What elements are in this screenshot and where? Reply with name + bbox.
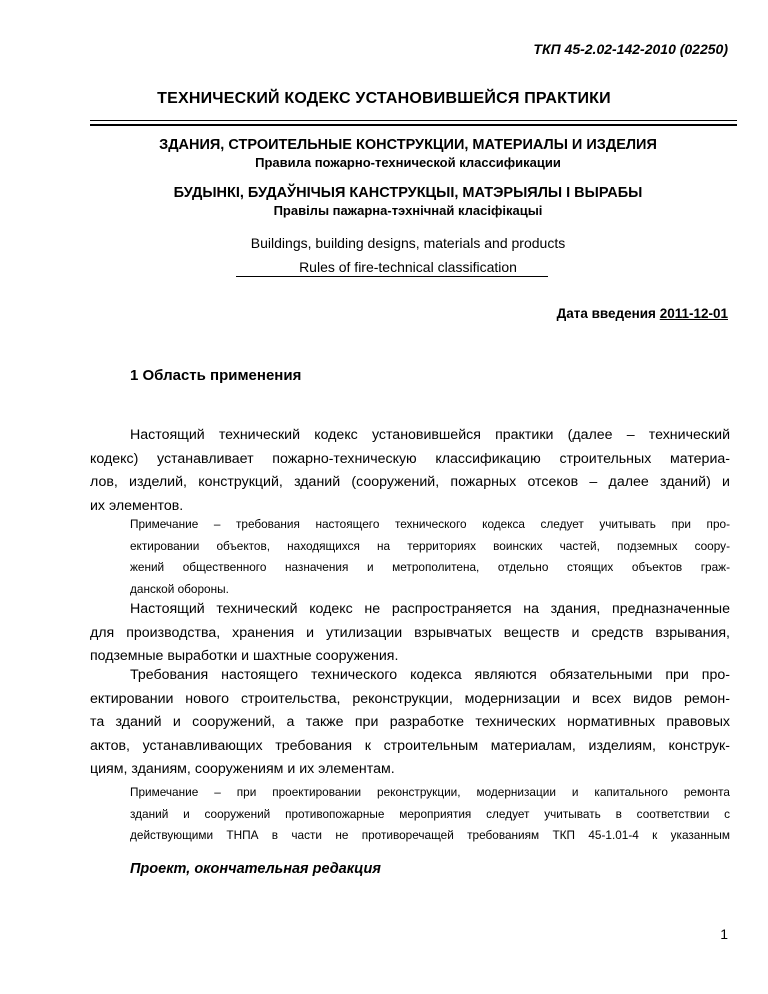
russian-subtitle: Правила пожарно-технической классификации	[255, 155, 561, 170]
paragraph-line: их элементов.	[90, 497, 184, 514]
paragraph-line: актов, устанавливающих требования к строительным материалам, изделиям, конструк-	[90, 737, 730, 754]
note-line: зданий и сооружений противопожарные мероприятия следует учитывать в соответствии с	[130, 806, 730, 821]
paragraph-line: Настоящий технический кодекс не распространяется на здания, предназначенные	[130, 601, 730, 617]
paragraph-line: циям, зданиям, сооружениям и их элементам.	[90, 761, 395, 777]
document-title: ТЕХНИЧЕСКИЙ КОДЕКС УСТАНОВИВШЕЙСЯ ПРАКТИКИ	[157, 90, 611, 107]
document-code: ТКП 45-2.02-142-2010 (02250)	[533, 41, 728, 57]
note-line: ектировании объектов, находящихся на территориях воинских частей, подземных соору-	[130, 538, 730, 553]
paragraph-exclusions	[90, 598, 730, 669]
note-scope	[130, 514, 730, 600]
title-divider-thick	[90, 124, 737, 126]
note-line: Примечание – при проектировании реконструкции, модернизации и капитального ремонта	[130, 785, 730, 799]
belarusian-title: БУДЫНКІ, БУДАЎНІЧЫЯ КАНСТРУКЦЫІ, МАТЭРЫЯЛЫ І ВЫРАБЫ	[173, 185, 643, 201]
note-line: данской обороны.	[130, 581, 229, 596]
effective-date	[557, 306, 728, 321]
belarusian-subtitle: Правілы пажарна-тэхнічнай класіфікацыі	[273, 203, 543, 218]
note-line: жений общественного назначения и метрополитена, отдельно стоящих объектов граж-	[130, 560, 730, 574]
paragraph-line: кодекс) устанавливает пожарно-техническую классификацию строительных материа-	[90, 450, 730, 467]
page-number: 1	[720, 926, 728, 942]
paragraph-scope	[90, 424, 730, 518]
note-reconstruction	[130, 782, 730, 847]
paragraph-requirements	[90, 664, 730, 782]
english-subtitle: Rules of fire-technical classification	[299, 259, 517, 275]
section-heading: 1 Область применения	[130, 367, 302, 384]
paragraph-line: подземные выработки и шахтные сооружения.	[90, 648, 399, 664]
paragraph-line: та зданий и сооружений, а также при разработке технических нормативных правовых	[90, 714, 730, 730]
paragraph-line: Требования настоящего технического кодекса являются обязательными при про-	[130, 667, 730, 683]
paragraph-line: для производства, хранения и утилизации взрывчатых веществ и средств взрывания,	[90, 624, 730, 641]
paragraph-line: лов, изделий, конструкций, зданий (сооружений, пожарных отсеков – далее зданий) и	[90, 474, 730, 490]
note-line: действующими ТНПА в части не противоречащей требованиям ТКП 45-1.01-4 к указанным	[130, 828, 730, 842]
russian-title: ЗДАНИЯ, СТРОИТЕЛЬНЫЕ КОНСТРУКЦИИ, МАТЕРИАЛЫ И ИЗДЕЛИЯ	[159, 137, 657, 153]
note-line: Примечание – требования настоящего технического кодекса следует учитывать при про-	[130, 517, 730, 531]
english-title: Buildings, building designs, materials and products	[250, 235, 566, 251]
paragraph-line: Настоящий технический кодекс установившейся практики (далее – технический	[130, 427, 730, 443]
paragraph-line: ектировании нового строительства, реконструкции, модернизации и всех видов ремон-	[90, 690, 730, 707]
draft-label: Проект, окончательная редакция	[130, 861, 381, 877]
effective-date-label: Дата введения	[556, 306, 656, 321]
title-divider-thin	[90, 120, 737, 121]
english-title-divider	[236, 276, 548, 277]
effective-date-value: 2011-12-01	[659, 306, 728, 321]
